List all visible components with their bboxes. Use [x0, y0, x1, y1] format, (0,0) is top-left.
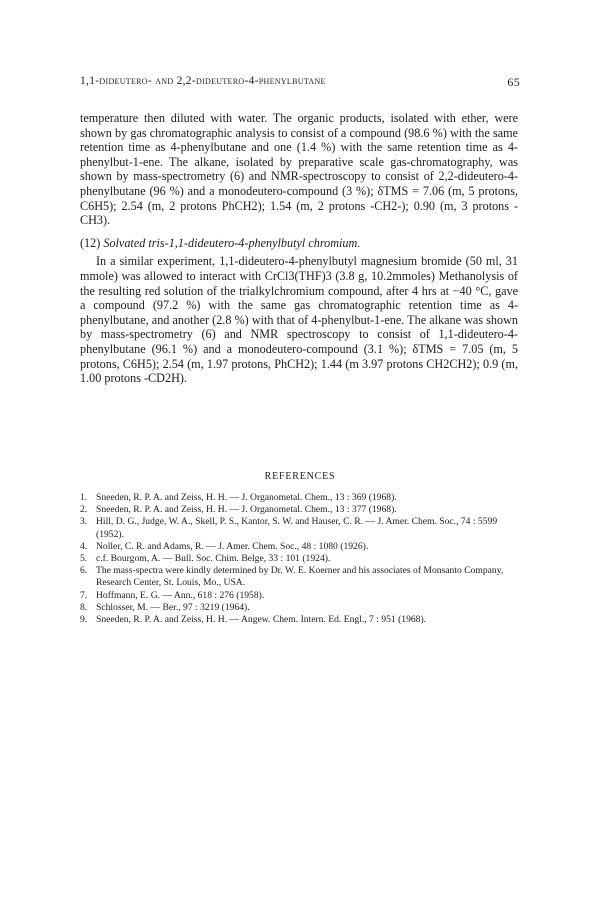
running-head-title: 1,1-dideutero- and 2,2-dideutero-4-phenylbutane	[80, 75, 326, 87]
reference-text: Noller, C. R. and Adams, R. — J. Amer. Chem. Soc., 48 : 1080 (1926).	[96, 540, 369, 552]
references-title: REFERENCES	[264, 471, 336, 482]
section-12-number: (12)	[80, 235, 101, 250]
reference-number: 9.	[80, 614, 88, 626]
reference-text: Hill, D. G., Judge, W. A., Skell, P. S., Kantor, S. W. and Hauser, C. R. — J. Amer. Chem. Soc., 74 : 5599 (1952).	[96, 516, 498, 540]
page-number: 65	[507, 75, 520, 89]
reference-number: 6.	[80, 565, 88, 577]
reference-item	[80, 565, 520, 589]
references-list	[80, 492, 520, 626]
reference-item	[80, 590, 520, 602]
reference-item	[80, 553, 520, 565]
reference-item	[80, 541, 520, 553]
reference-number: 8.	[80, 601, 88, 613]
section-12-heading	[80, 236, 518, 251]
reference-item	[80, 492, 520, 504]
section-12-title: Solvated tris-1,1-dideutero-4-phenylbutyl chromium.	[103, 235, 361, 250]
reference-number: 3.	[80, 516, 88, 528]
reference-item	[80, 504, 520, 516]
reference-text: Sneeden, R. P. A. and Zeiss, H. H. — Angew. Chem. Intern. Ed. Engl., 7 : 951 (1968).	[96, 614, 427, 626]
paragraph-2: In a similar experiment, 1,1-dideutero-4-phenylbutyl magnesium bromide (50 ml, 31 mmole) was allowed to interact with CrCl3(THF)3 (3.8 g, 10.2mmoles) Methanolysis of the resulting red solution of the trialkylchromium compound, after 4 hrs at −40 °C, gave a compound (97.2 %) with the same gas chromatographic retention time as 4-phenylbutane, and another (2.8 %) with that of 4-phenylbut-1-ene. The alkane was shown by mass-spectrometry (6) and NMR spectroscopy to consist of 1,1-dideutero-4-phenylbutane (96.1 %) and a monodeutero-compound (3.1 %); δTMS = 7.05 (m, 5 protons, C6H5); 2.54 (m, 1.97 protons, PhCH2); 1.44 (m 3.97 protons CH2CH2); 0.9 (m, 1.00 protons -CD2H).	[80, 254, 518, 386]
paragraph-1: temperature then diluted with water. The organic products, isolated with ether, were shown by gas chromatographic analysis to consist of a compound (98.6 %) with the same retention time as 4-phenylbutane and one (1.4 %) with the same retention time as 4-phenylbut-1-ene. The alkane, isolated by preparative scale gas-chromatography, was shown by mass-spectrometry (6) and NMR-spectroscopy to consist of 2,2-dideutero-4-phenylbutane (96 %) and a monodeutero-compound (3 %); δTMS = 7.06 (m, 5 protons, C6H5); 2.54 (m, 2 protons PhCH2); 1.54 (m, 2 protons -CH2-); 0.90 (m, 3 protons -CH3).	[80, 111, 518, 228]
reference-text: The mass-spectra were kindly determined by Dr. W. E. Koerner and his associates of Monsanto Company, Research Center, St. Louis, Mo., USA.	[96, 565, 504, 589]
reference-item	[80, 516, 520, 540]
running-head	[80, 75, 520, 87]
reference-number: 7.	[80, 589, 88, 601]
article-body	[80, 111, 518, 386]
reference-text: c.f. Bourgom, A. — Bull. Soc. Chim. Belge, 33 : 101 (1924).	[96, 553, 331, 565]
reference-number: 5.	[80, 553, 88, 565]
reference-number: 2.	[80, 504, 88, 516]
reference-item	[80, 602, 520, 614]
reference-text: Sneeden, R. P. A. and Zeiss, H. H. — J. Organometal. Chem., 13 : 377 (1968).	[96, 504, 397, 516]
reference-number: 1.	[80, 492, 88, 503]
reference-text: Sneeden, R. P. A. and Zeiss, H. H. — J. Organometal. Chem., 13 : 369 (1968).	[96, 492, 397, 503]
reference-item	[80, 614, 520, 626]
reference-text: Schlosser, M. — Ber., 97 : 3219 (1964).	[96, 601, 250, 613]
reference-number: 4.	[80, 540, 88, 552]
reference-text: Hoffmann, E. G. — Ann., 618 : 276 (1958).	[96, 589, 265, 601]
